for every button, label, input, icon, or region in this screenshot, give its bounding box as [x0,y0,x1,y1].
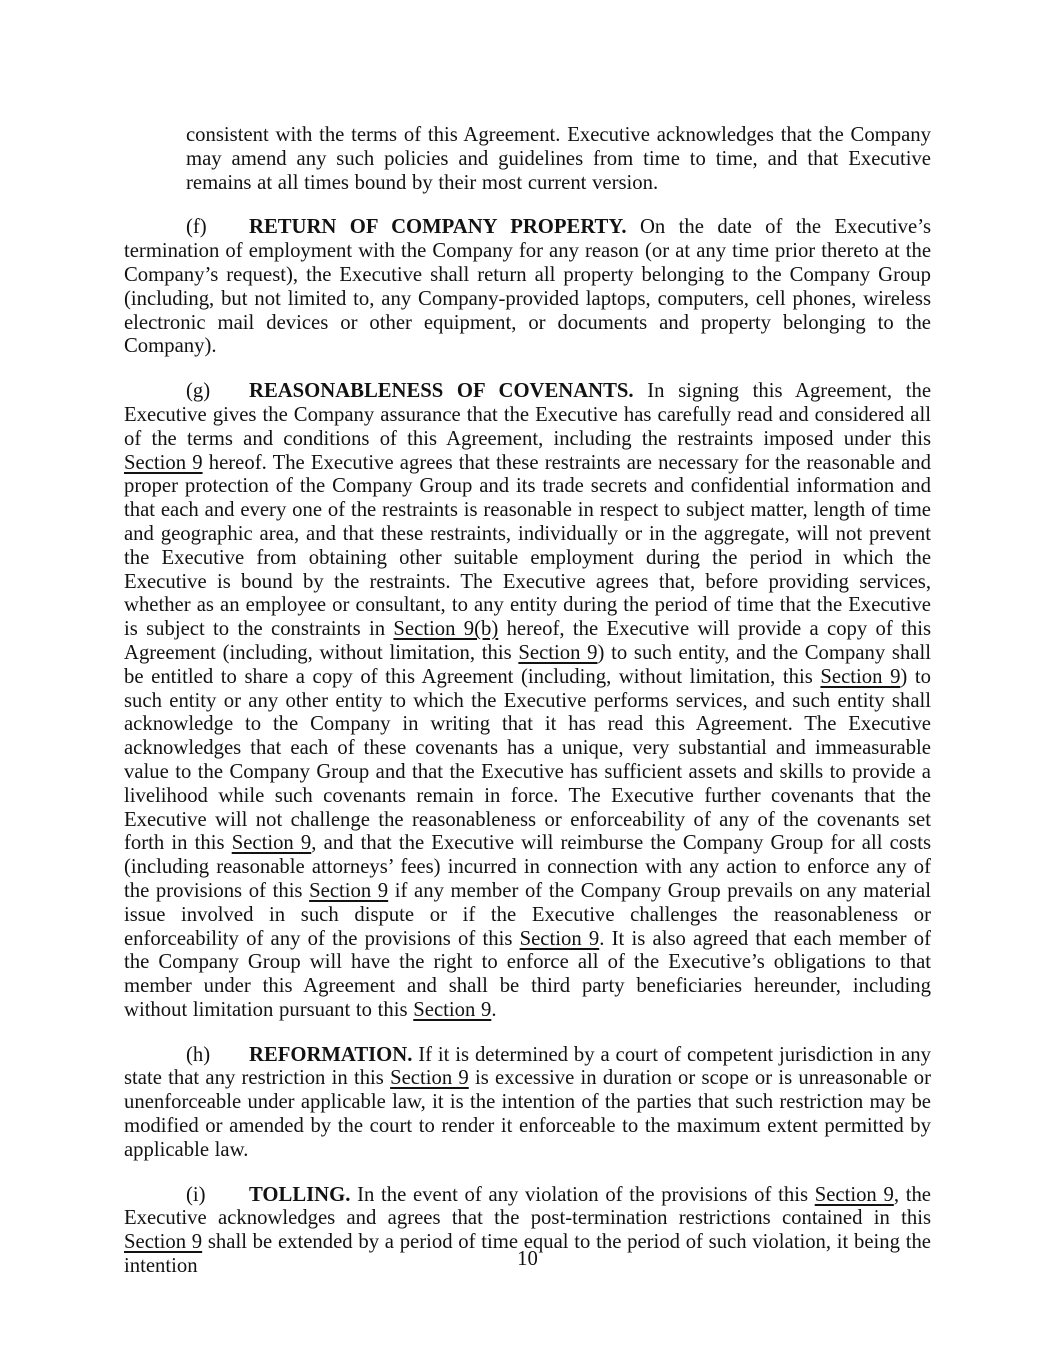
section-paragraph [124,216,931,359]
body-text: ) to such entity, and the Company shall be entitled to share a copy of this Agreement (including, without limitation, this [124,641,931,688]
section-reference: Section 9 [124,1231,203,1254]
section-reference: Section 9 [820,665,901,688]
section-heading: TOLLING. [249,1183,351,1206]
section-label: (i) [186,1183,206,1206]
body-text: In the event of any violation of the provisions of this [350,1183,815,1206]
section-reference: Section 9 [231,832,312,855]
section-reference: Section 9 [309,879,389,902]
body-text: shall be extended by a period of time equal to the period of such violation, it being the intention [124,1231,931,1278]
section-label: (f) [186,216,207,239]
body-text: In signing this Agreement, the Executive gives the Company assurance that the Executive has carefully read and considered all of the terms and conditions of this Agreement, including the restraints imposed under this [124,380,932,450]
body-text: if any member of the Company Group prevails on any material issue involved in such dispute or if the Executive challenges the reasonableness or enforceability of any of the provisions of this [124,879,931,950]
continuation-paragraph [186,124,931,195]
section-reference: Section 9 [518,641,598,664]
section-heading: REFORMATION. [249,1043,413,1066]
section-reference: Section 9 [814,1183,894,1206]
section-reference: Section 9 [413,998,492,1021]
body-text: , the Executive acknowledges and agrees that the post-termination restrictions contained in this [124,1183,931,1230]
body-text: ) to such entity or any other entity to which the Executive performs services, and such entity shall acknowledge to the Company in writing that it has read this Agreement. The Executive acknowledges that each of these covenants has a unique, very substantial and immeasurable value to the Company Group and that the Executive has sufficient assets and skills to provide a livelihood while such covenants remain in force. The Executive further covenants that the Executive will not challenge the reasonableness or enforceability of any of the covenants set forth in this [124,665,932,855]
section-reference: Section 9 [390,1067,469,1090]
section-reference: Section 9 [519,927,600,950]
section-heading: RETURN OF COMPANY PROPERTY. [249,216,627,239]
body-text: On the date of the Executive’s termination of employment with the Company for any reason (or at any time prior thereto at the Company’s request), the Executive shall return all property belonging to the Company Group (including, but not limited to, any Company-provided laptops, computers, cell phones, wireless electronic mail devices or other equipment, or documents and property belonging to the Company). [124,216,931,358]
section-paragraph [124,380,931,1023]
body-text: . [491,998,497,1021]
body-text: hereof. The Executive agrees that these restraints are necessary for the reasonable and proper protection of the Company Group and its trade secrets and confidential information and that each and every one of the restraints is reasonable in respect to subject matter, length of time and geographic area, and that these restraints, individually or in the aggregate, will not prevent the Executive from obtaining other suitable employment during the period in which the Executive is bound by the restraints. The Executive agrees that, before providing services, whether as an employee or consultant, to any entity during the period of time that the Executive is subject to the constraints in [124,451,931,641]
page-number: 10 [517,1248,538,1270]
body-text: is excessive in duration or scope or is unreasonable or unenforceable under applicable law, it is the intention of the parties that such restriction may be modified or amended by the court to render it enforceable to the maximum extent permitted by applicable law. [124,1067,931,1161]
body-text: . It is also agreed that each member of the Company Group will have the right to enforce all of the Executive’s obligations to that member under this Agreement and shall be third party beneficiaries hereunder, including without limitation pursuant to this [124,927,931,1021]
body-text: hereof, the Executive will provide a copy of this Agreement (including, without limitation, this [124,618,931,664]
section-label: (g) [186,380,211,403]
body-text: , and that the Executive will reimburse the Company Group for all costs (including reasonable attorneys’ fees) incurred in connection with any action to enforce any of the provisions of this [124,832,931,902]
page-body [124,124,931,1300]
body-text: If it is determined by a court of competent jurisdiction in any state that any restriction in this [124,1043,931,1090]
section-label: (h) [186,1043,211,1066]
body-text: consistent with the terms of this Agreement. Executive acknowledges that the Company may amend any such policies and guidelines from time to time, and that Executive remains at all times bound by their most current version. [186,124,931,194]
section-heading: REASONABLENESS OF COVENANTS. [249,380,634,403]
section-reference: Section 9(b) [393,618,499,641]
section-reference: Section 9 [124,451,203,474]
section-paragraph [124,1044,931,1163]
